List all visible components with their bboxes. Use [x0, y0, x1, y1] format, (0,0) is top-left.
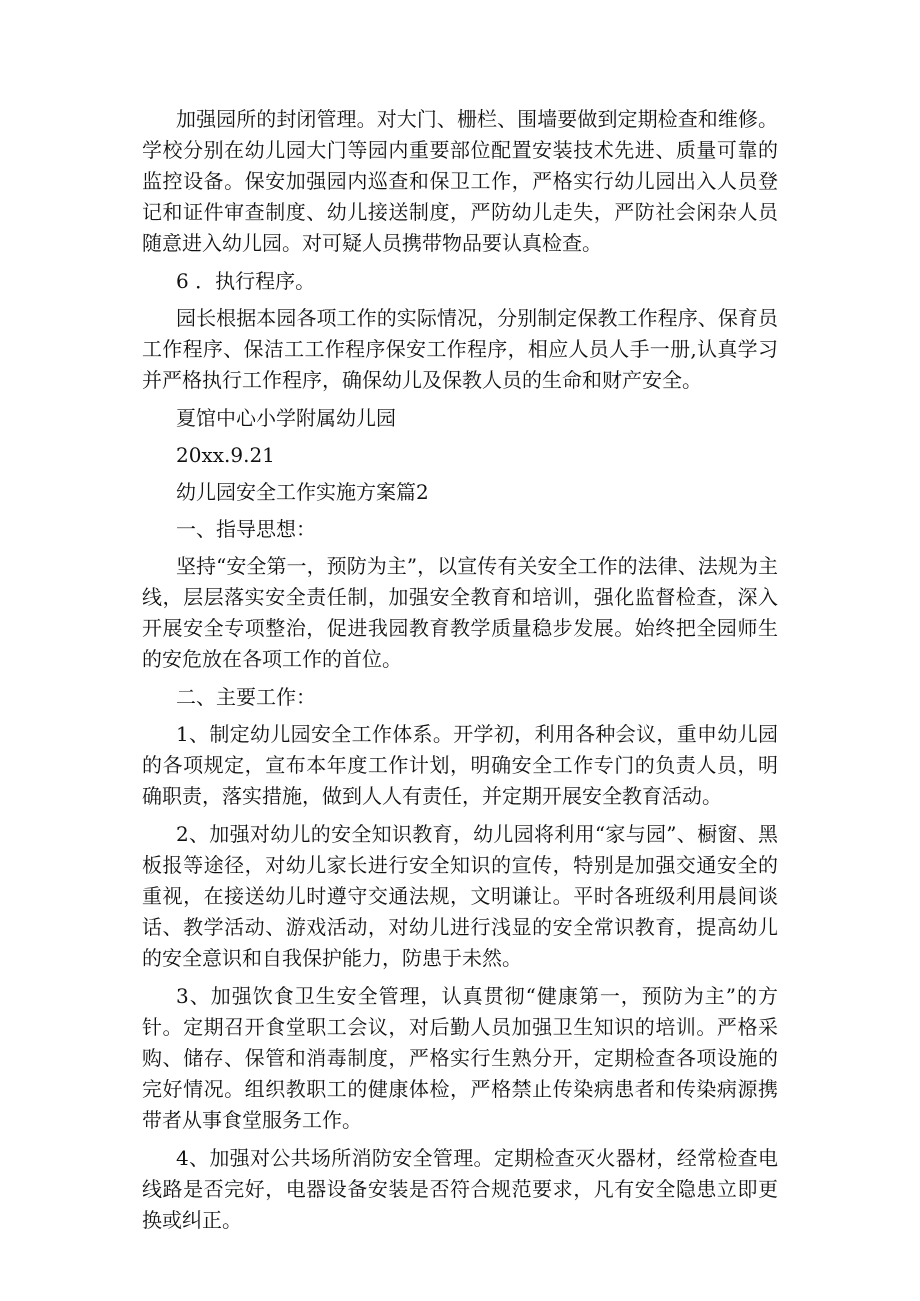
paragraph-item-6-heading: 6 ．执行程序。 [176, 269, 316, 293]
paragraph-section-title: 幼儿园安全工作实施方案篇2 [176, 480, 429, 504]
paragraph-school-name: 夏馆中心小学附属幼儿园 [176, 406, 396, 430]
paragraph-main-work-heading: 二、主要工作： [176, 685, 316, 709]
paragraph-work-item-3: 3、加强饮食卫生安全管理，认真贯彻“健康第一，预防为主”的方针。定期召开食堂职工会议，对后勤人员加强卫生知识的培训。严格采购、储存、保管和消毒制度，严格实行生熟分开，定期检查各项设施的完好情况。组织教职工的健康体检，严格禁止传染病患者和传染病源携带者从事食堂服务工作。 [142, 984, 778, 1132]
paragraph-work-item-1: 1、制定幼儿园安全工作体系。开学初，利用各种会议，重申幼儿园的各项规定，宣布本年度工作计划，明确安全工作专门的负责人员，明确职责，落实措施，做到人人有责任，并定期开展安全教育活动。 [142, 722, 778, 808]
paragraph-closed-management: 加强园所的封闭管理。对大门、栅栏、围墙要做到定期检查和维修。学校分别在幼儿园大门等园内重要部位配置安装技术先进、质量可靠的监控设备。保安加强园内巡查和保卫工作，严格实行幼儿园出入人员登记和证件审查制度、幼儿接送制度，严防幼儿走失，严防社会闲杂人员随意进入幼儿园。对可疑人员携带物品要认真检查。 [142, 107, 778, 255]
paragraph-guiding-thought: 坚持“安全第一，预防为主”，以宣传有关安全工作的法律、法规为主线，层层落实安全责任制，加强安全教育和培训，强化监督检查，深入开展安全专项整治，促进我园教育教学质量稳步发展。始终把全园师生的安危放在各项工作的首位。 [142, 554, 778, 671]
paragraph-work-item-4: 4、加强对公共场所消防安全管理。定期检查灭火器材，经常检查电线路是否完好，电器设备安装是否符合规范要求，凡有安全隐患立即更换或纠正。 [142, 1146, 778, 1232]
paragraph-guiding-thought-heading: 一、指导思想： [176, 517, 316, 541]
paragraph-execution-procedure: 园长根据本园各项工作的实际情况，分别制定保教工作程序、保育员工作程序、保洁工工作程序保安工作程序，相应人员人手一册,认真学习并严格执行工作程序，确保幼儿及保教人员的生命和财产安全。 [142, 306, 778, 392]
paragraph-date: 20xx.9.21 [176, 443, 275, 467]
paragraph-work-item-2: 2、加强对幼儿的安全知识教育，幼儿园将利用“家与园”、橱窗、黑板报等途径，对幼儿家长进行安全知识的宣传，特别是加强交通安全的重视，在接送幼儿时遵守交通法规，文明谦让。平时各班级利用晨间谈话、教学活动、游戏活动，对幼儿进行浅显的安全常识教育，提高幼儿的安全意识和自我保护能力，防患于未然。 [142, 822, 778, 970]
